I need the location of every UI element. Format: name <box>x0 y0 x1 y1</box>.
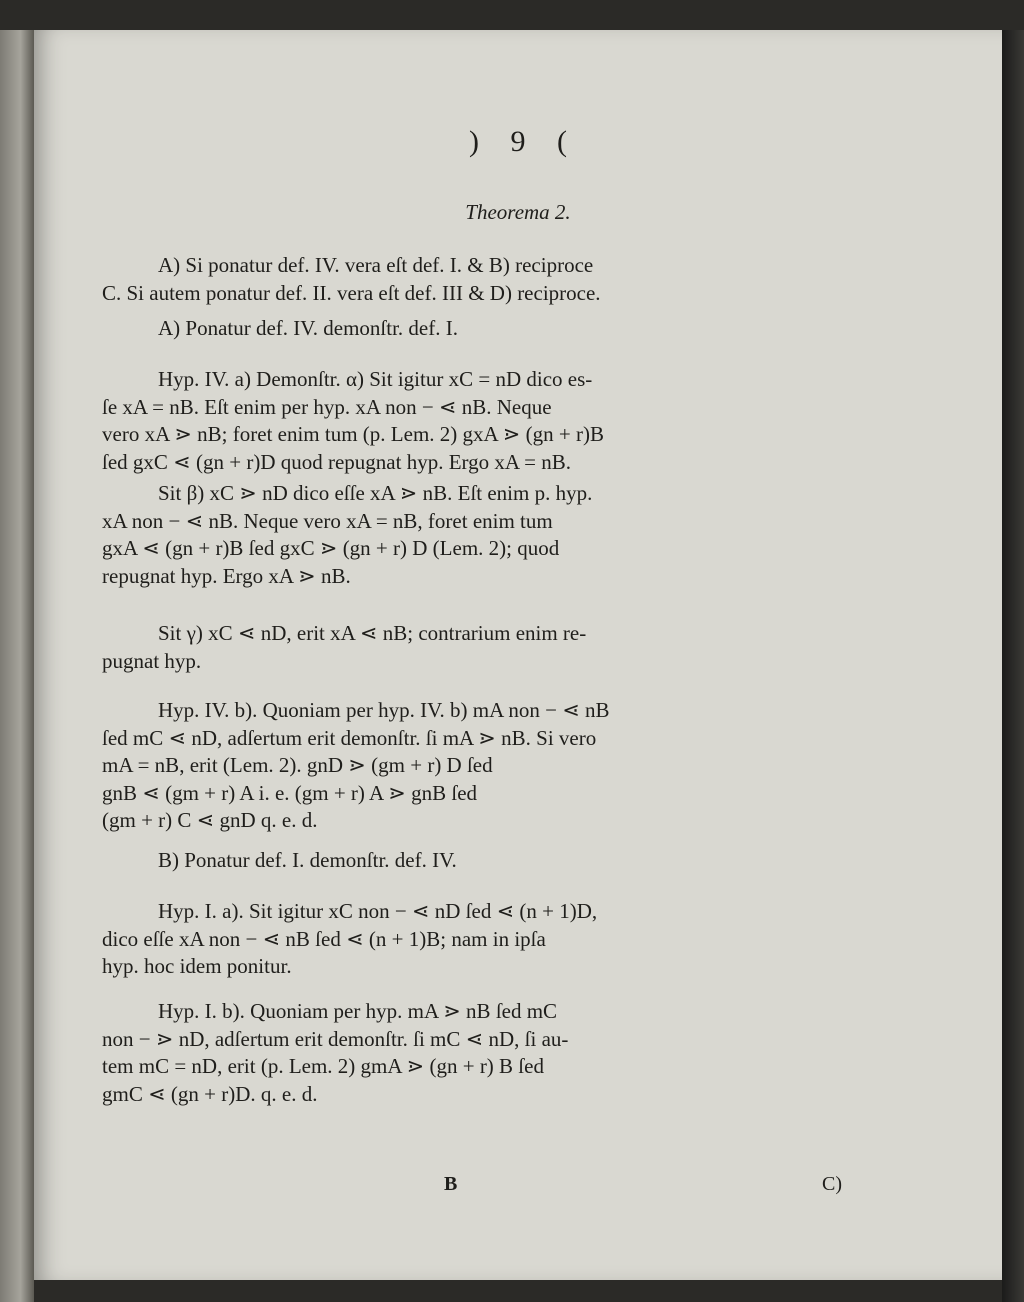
text-line: dico eſſe xA non − ⋖ nB ſed ⋖ (n + 1)B; nam in ipſa <box>102 926 546 951</box>
paragraph-hyp-i-b <box>102 998 824 1108</box>
paragraph-hyp-i-a <box>102 898 824 981</box>
text-line: gnB ⋖ (gm + r) A i. e. (gm + r) A ⋗ gnB ſed <box>102 780 478 805</box>
text-line: Hyp. I. a). Sit igitur xC non − ⋖ nD ſed ⋖ (n + 1)D, <box>158 899 598 923</box>
text-line: ſed gxC ⋖ (gn + r)D quod repugnat hyp. Ergo xA = nB. <box>102 449 572 474</box>
theorem-title: Theorema 2. <box>465 200 571 224</box>
text-line: pugnat hyp. <box>102 648 202 673</box>
text-line: Sit β) xC ⋗ nD dico eſſe xA ⋗ nB. Eſt enim p. hyp. <box>158 481 593 505</box>
text-line: xA non − ⋖ nB. Neque vero xA = nB, foret enim tum <box>102 508 553 533</box>
text-line: (gm + r) C ⋖ gnD q. e. d. <box>102 808 318 832</box>
text-line: A) Ponatur def. IV. demonſtr. def. I. <box>158 316 458 340</box>
text-line: ſe xA = nB. Eſt enim per hyp. xA non − ⋖ nB. Neque <box>102 394 552 419</box>
page-shadow-edge <box>1002 30 1024 1302</box>
page-sheet <box>34 30 1002 1280</box>
paragraph-section-a <box>102 315 824 343</box>
text-line: non − ⋗ nD, adſertum erit demonſtr. ſi mC ⋖ nD, ſi au- <box>102 1026 569 1051</box>
text-line: gxA ⋖ (gn + r)B ſed gxC ⋗ (gn + r) D (Lem. 2); quod <box>102 536 560 560</box>
paragraph-beta <box>102 480 824 590</box>
scan-bottom-border <box>34 1280 1002 1302</box>
text-line: A) Si ponatur def. IV. vera eſt def. I. & B) reciproce <box>158 253 594 277</box>
text-line: Hyp. IV. a) Demonſtr. α) Sit igitur xC = nD dico es- <box>158 367 593 391</box>
text-line: hyp. hoc idem ponitur. <box>102 954 292 978</box>
paragraph-hyp-iv-a <box>102 366 824 476</box>
paragraph-hyp-iv-b <box>102 697 824 835</box>
text-line: vero xA ⋗ nB; foret enim tum (p. Lem. 2) gxA ⋗ (gn + r)B <box>102 422 604 446</box>
facing-page-edge <box>0 30 34 1302</box>
text-line: ſed mC ⋖ nD, adſertum erit demonſtr. ſi mA ⋗ nB. Si vero <box>102 725 597 750</box>
text-line: B) Ponatur def. I. demonſtr. def. IV. <box>158 848 457 872</box>
text-line: repugnat hyp. Ergo xA ⋗ nB. <box>102 563 351 588</box>
page-number: ) 9 ( <box>469 125 579 158</box>
catchword: C) <box>822 1173 842 1195</box>
text-line: tem mC = nD, erit (p. Lem. 2) gmA ⋗ (gn + r) B ſed <box>102 1054 544 1078</box>
paragraph-section-b <box>102 847 824 875</box>
paragraph-intro <box>102 252 824 307</box>
text-line: C. Si autem ponatur def. II. vera eſt def. III & D) reciproce. <box>102 280 601 305</box>
signature-mark: B <box>444 1173 458 1195</box>
text-line: Hyp. I. b). Quoniam per hyp. mA ⋗ nB ſed mC <box>158 999 558 1023</box>
text-line: Hyp. IV. b). Quoniam per hyp. IV. b) mA non − ⋖ nB <box>158 698 610 722</box>
paragraph-gamma <box>102 620 824 675</box>
text-line: gmC ⋖ (gn + r)D. q. e. d. <box>102 1081 318 1106</box>
text-line: mA = nB, erit (Lem. 2). gnD ⋗ (gm + r) D ſed <box>102 753 493 777</box>
text-line: Sit γ) xC ⋖ nD, erit xA ⋖ nB; contrarium enim re- <box>158 621 587 645</box>
